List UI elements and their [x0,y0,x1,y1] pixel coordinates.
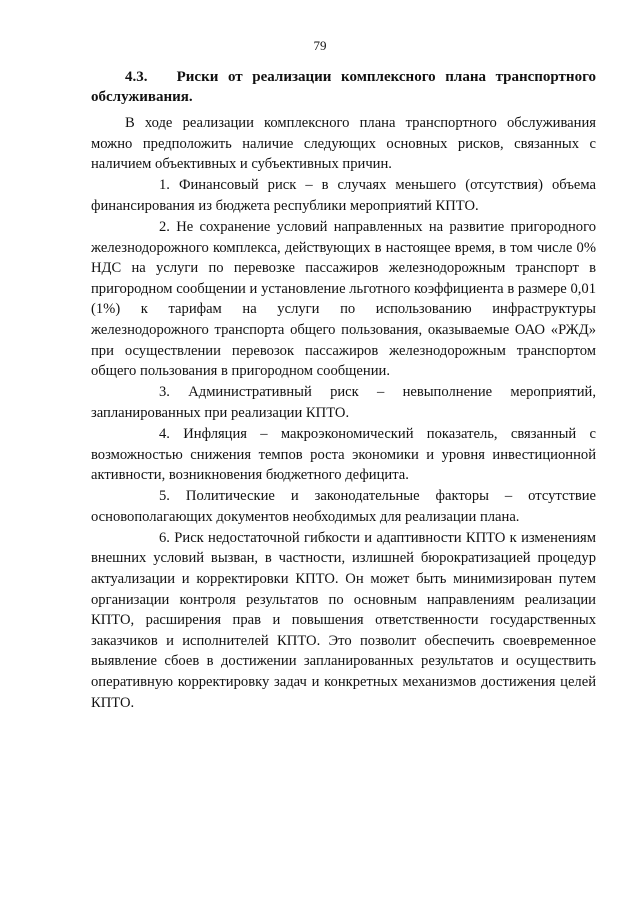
risk-item-text: Финансовый риск – в случаях меньшего (отсутствия) объема финансирования из бюджета республики мероприятий КПТО. [91,177,596,214]
risk-item-text: Не сохранение условий направленных на развитие пригородного железнодорожного комплекса, действующих в настоящее время, в том числе 0% НДС на услуги по перевозке пассажиров железнодорожным транспорт в пригородном сообщении и установление льготного коэффициента в размере 0,01 (1%) к тарифам на услуги по использованию инфраструктуры железнодорожного транспорта общего пользования, оказываемые ОАО «РЖД» при осуществлении перевозок пассажиров железнодорожным транспортом общего пользования в пригородном сообщении. [91,218,596,380]
section-title: Риски от реализации комплексного плана транспортного обслуживания. [91,69,597,105]
risk-item-text: Политические и законодательные факторы – отсутствие основополагающих документов необходимых для реализации плана. [91,488,596,525]
page-number: 79 [313,38,327,53]
risk-item-3 [91,382,596,423]
intro-paragraph [91,113,596,175]
risk-item-6 [91,528,596,713]
section-heading [91,67,596,107]
risk-item-number: 1. [159,177,170,194]
risk-item-1 [91,175,596,216]
risk-item-number: 3. [159,384,170,401]
risk-item-number: 5. [159,488,170,505]
section-number: 4.3. [125,69,148,85]
risk-item-number: 4. [159,425,170,442]
risk-item-number: 6. [159,529,170,546]
risk-item-4 [91,424,596,486]
document-body [91,67,596,714]
risk-item-text: Инфляция – макроэкономический показатель, связанный с возможностью снижения темпов роста экономики и уровня инвестиционной активности, возникновения бюджетного дефицита. [91,425,596,484]
risk-item-text: Административный риск – невыполнение мероприятий, запланированных при реализации КПТО. [91,384,596,421]
risk-item-number: 2. [159,218,170,235]
paragraph-text: В ходе реализации комплексного плана транспортного обслуживания можно предположить наличие следующих основных рисков, связанных с наличием объективных и субъективных причин. [91,115,596,173]
risk-item-text: Риск недостаточной гибкости и адаптивности КПТО к изменениям внешних условий вызван, в частности, излишней бюрократизацией процедур актуализации и корректировки КПТО. Он может быть минимизирован путем организации контроля результатов по основным направлениям реализации КПТО, расширения прав и повышения ответственности государственных заказчиков и исполнителей КПТО. Это позволит обеспечить своевременное выявление сбоев в достижении запланированных результатов и осуществить оперативную корректировку задач и конкретных механизмов достижения целей КПТО. [91,529,597,711]
risk-item-5 [91,486,596,527]
risk-item-2 [91,217,596,382]
